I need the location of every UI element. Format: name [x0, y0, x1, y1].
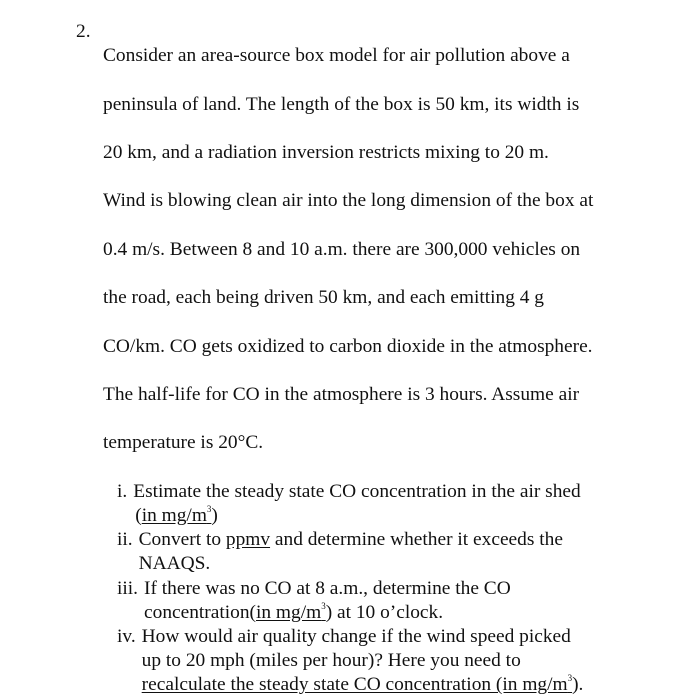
- subpart-line: NAAQS.: [138, 553, 211, 575]
- subpart-i: [117, 480, 686, 528]
- unit-text: in mg/m: [141, 505, 207, 527]
- subpart-line: How would air quality change if the wind speed picked: [141, 626, 571, 648]
- superscript: 3: [567, 673, 573, 684]
- subpart-body: [133, 480, 686, 528]
- subpart-iii: [117, 577, 686, 625]
- text-fragment: Convert to: [138, 529, 226, 551]
- ppmv-term: ppmv: [225, 529, 271, 551]
- unit-text: in mg/m: [256, 601, 322, 623]
- problem-number: 2.: [76, 21, 91, 42]
- subpart-line: Estimate the steady state CO concentration in the air shed: [133, 480, 581, 502]
- statement-line: temperature is 20°C.: [103, 432, 264, 454]
- close-paren: ): [211, 505, 218, 527]
- subpart-line: up to 20 mph (miles per hour)? Here you need to: [141, 650, 521, 672]
- unit-underlined: [256, 602, 326, 623]
- subpart-body: [144, 577, 686, 625]
- superscript: 3: [321, 600, 326, 611]
- subpart-line: If there was no CO at 8 a.m., determine the CO: [144, 577, 511, 599]
- open-paren: (: [135, 505, 142, 527]
- subpart-marker: i.: [117, 480, 128, 502]
- subpart-line: [144, 601, 686, 625]
- subpart-marker: ii.: [117, 529, 133, 551]
- statement-line: 0.4 m/s. Between 8 and 10 a.m. there are 300,000 vehicles on: [103, 238, 581, 260]
- statement-line: 20 km, and a radiation inversion restricts mixing to 20 m.: [103, 142, 549, 164]
- problem-2: [76, 20, 686, 698]
- statement-line: peninsula of land. The length of the box is 50 km, its width is: [103, 93, 580, 115]
- text-fragment: ).: [572, 674, 584, 696]
- subpart-ii: [117, 528, 686, 576]
- problem-statement: [103, 20, 686, 480]
- statement-line: CO/km. CO gets oxidized to carbon dioxide in the atmosphere.: [103, 335, 593, 357]
- subpart-line: [139, 528, 686, 552]
- subpart-body: [142, 625, 686, 698]
- subpart-marker: iv.: [117, 626, 136, 648]
- subpart-marker: iii.: [117, 577, 139, 599]
- problem-intro: [76, 20, 686, 480]
- statement-line: The half-life for CO in the atmosphere is 3 hours. Assume air: [103, 384, 580, 406]
- unit-underlined: [142, 505, 212, 526]
- text-fragment: and determine whether it exceeds the: [270, 529, 563, 551]
- text-fragment: ) at 10 o’clock.: [325, 601, 444, 623]
- superscript: 3: [206, 504, 212, 515]
- subpart-body: [139, 528, 686, 576]
- statement-line: the road, each being driven 50 km, and each emitting 4 g: [103, 287, 544, 309]
- statement-line: Consider an area-source box model for air pollution above a: [103, 45, 570, 67]
- subpart-line: [133, 504, 686, 528]
- underlined-instruction: [142, 674, 572, 695]
- subpart-iv: [117, 625, 686, 698]
- text-fragment: concentration(: [144, 601, 256, 623]
- subpart-line: [142, 673, 686, 697]
- statement-line: Wind is blowing clean air into the long dimension of the box at: [103, 190, 594, 212]
- underlined-text: recalculate the steady state CO concentration (in mg/m: [141, 674, 568, 696]
